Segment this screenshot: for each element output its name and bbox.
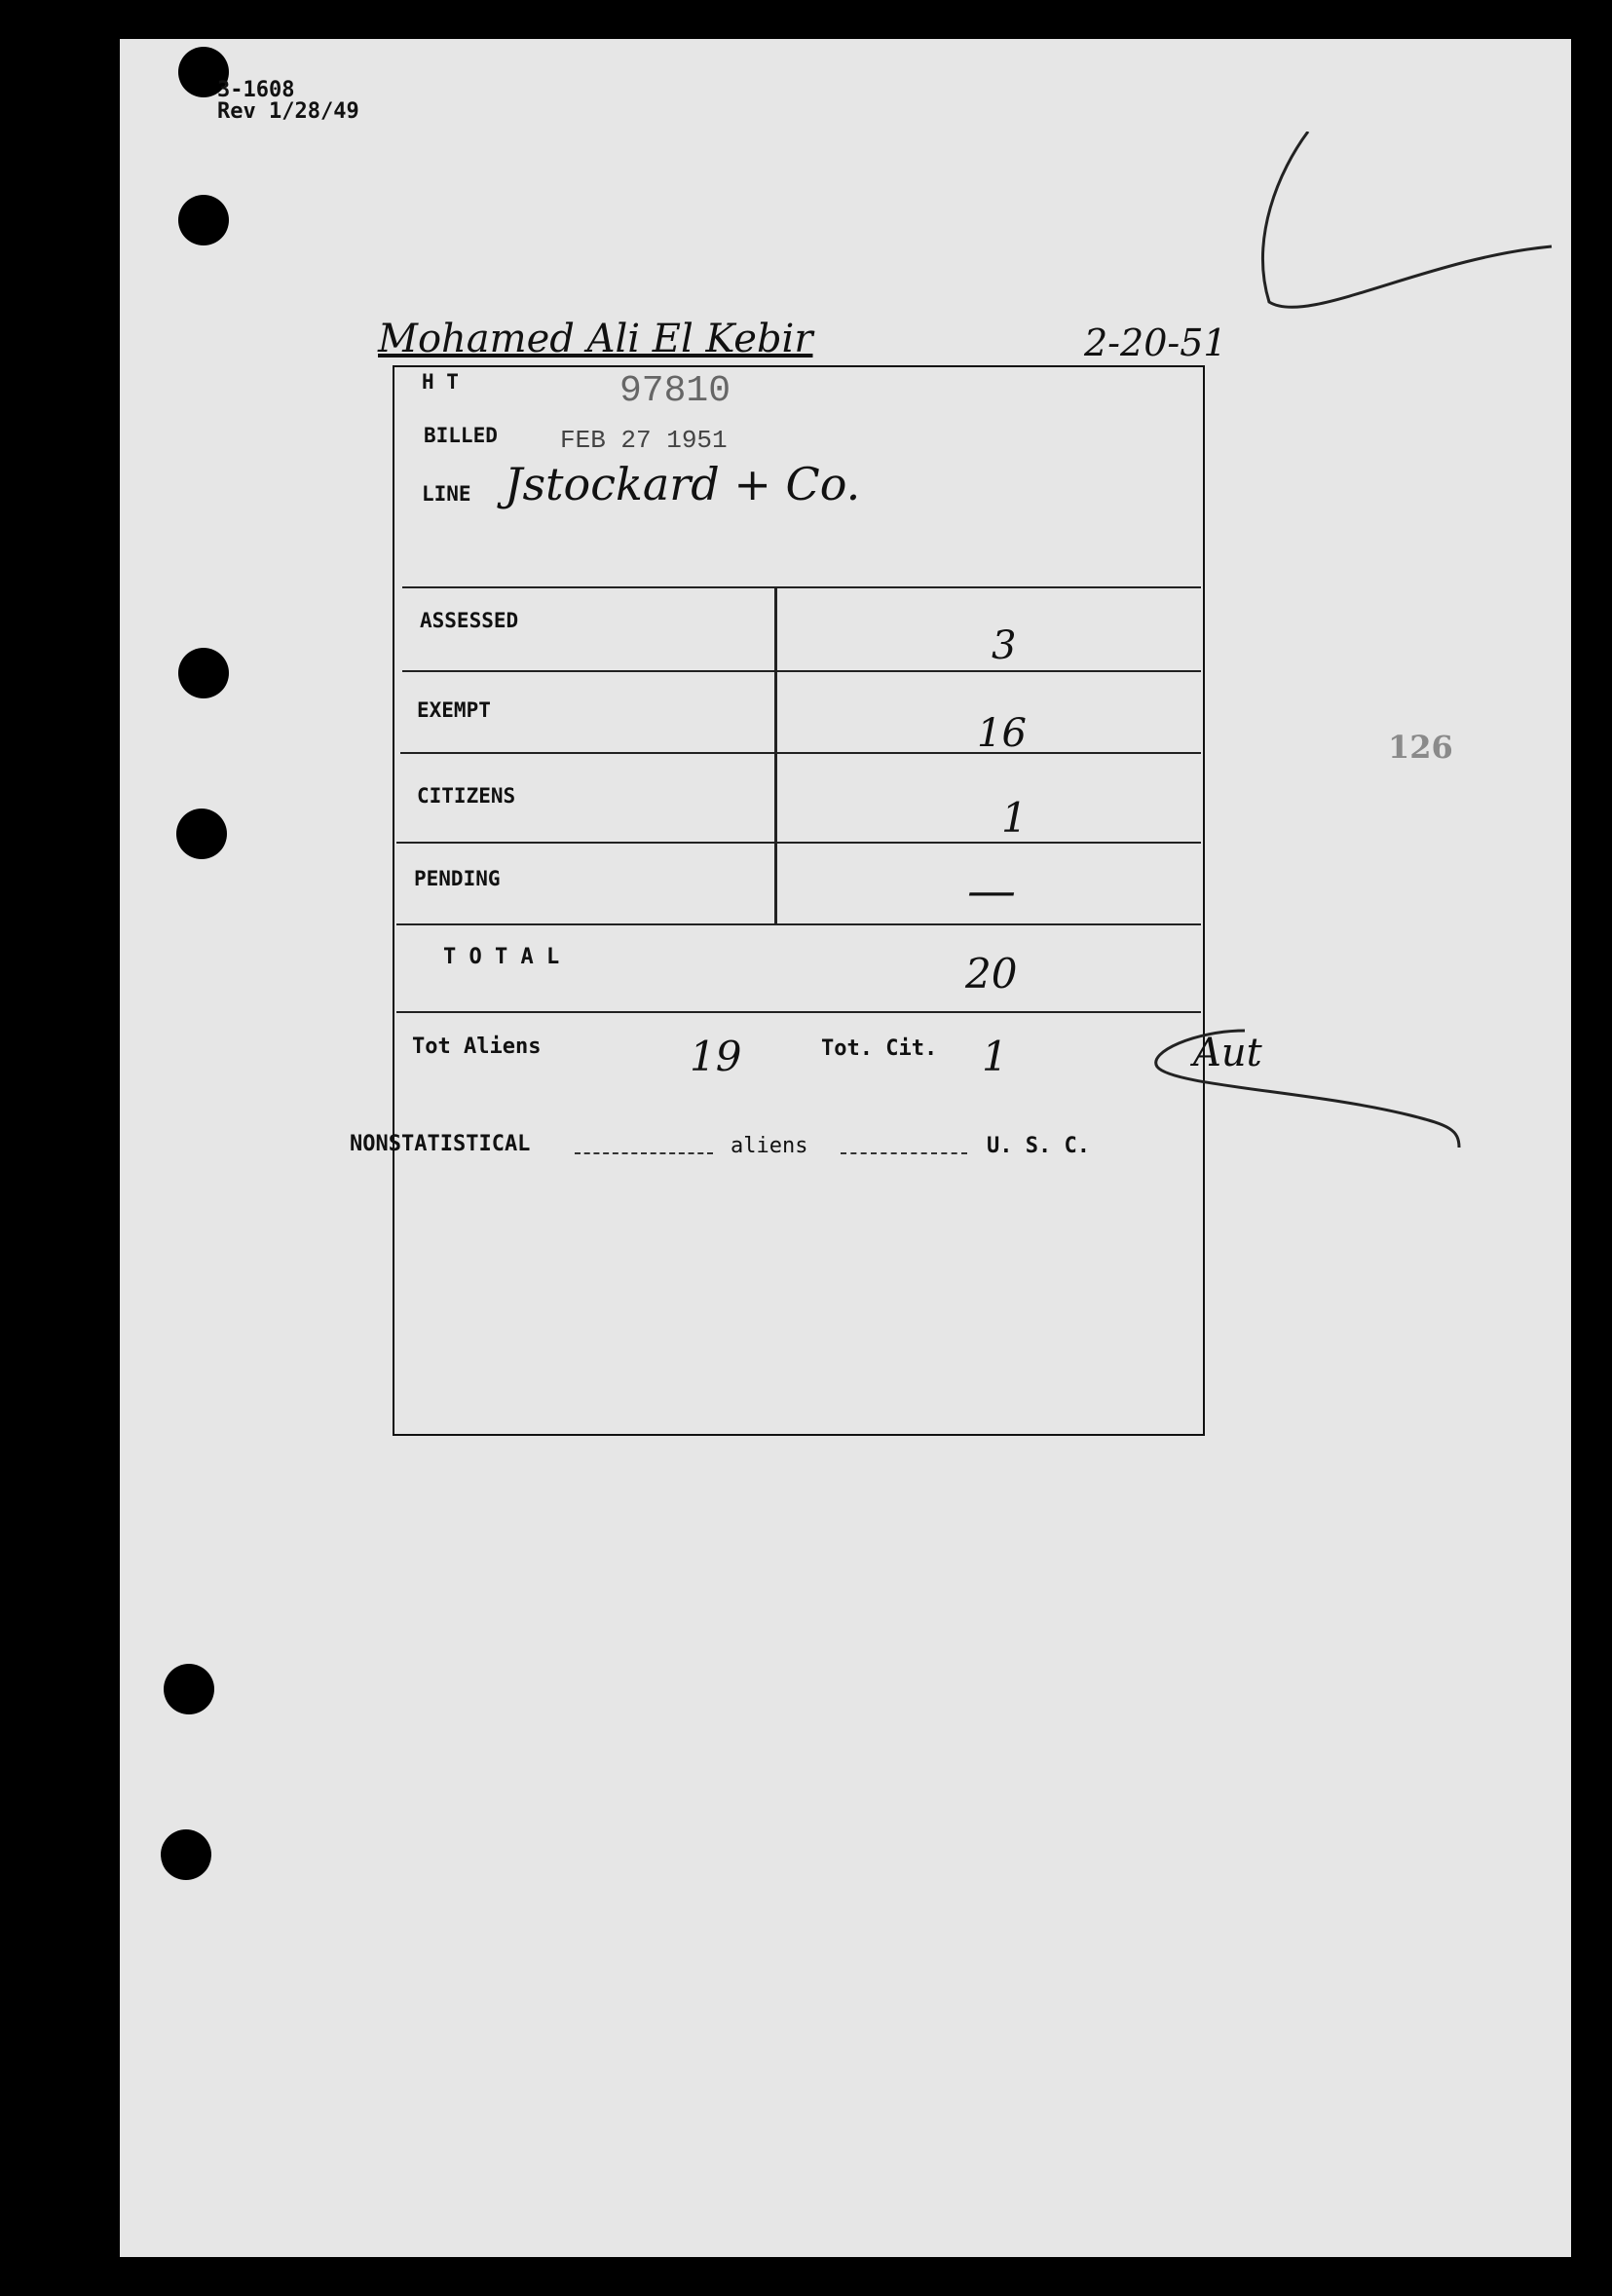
- ht-label: H T: [422, 370, 459, 394]
- pending-value: —: [967, 862, 1016, 919]
- tot-cit-value: 1: [982, 1033, 1008, 1080]
- header-date: 2-20-51: [1084, 321, 1227, 364]
- table-divider: [400, 752, 1201, 754]
- assessed-label: ASSESSED: [420, 609, 519, 632]
- total-label: T O T A L: [443, 945, 560, 969]
- initials: Aut: [1193, 1031, 1262, 1075]
- pending-label: PENDING: [414, 867, 501, 890]
- nonstatistical-label: NONSTATISTICAL: [350, 1132, 531, 1156]
- aliens-label: aliens: [731, 1134, 808, 1158]
- assessed-value: 3: [992, 623, 1017, 668]
- usc-label: U. S. C.: [987, 1134, 1090, 1158]
- table-divider: [396, 923, 1201, 925]
- citizens-label: CITIZENS: [417, 784, 516, 808]
- table-divider: [396, 1011, 1201, 1013]
- nonstatistical-blank: [575, 1152, 713, 1154]
- manifest-box: [393, 365, 1205, 1436]
- check-mark-icon: [1250, 132, 1561, 365]
- line-value: Jstockard + Co.: [505, 458, 861, 510]
- subject-name: Mohamed Ali El Kebir: [378, 317, 813, 361]
- punch-hole: [176, 809, 227, 859]
- table-divider: [402, 670, 1201, 672]
- table-column-divider: [774, 586, 777, 923]
- billed-label: BILLED: [424, 424, 498, 447]
- tot-aliens-label: Tot Aliens: [412, 1035, 542, 1059]
- tot-aliens-value: 19: [690, 1033, 742, 1080]
- punch-hole: [178, 195, 229, 245]
- punch-hole: [164, 1664, 214, 1714]
- aliens-blank: [841, 1152, 967, 1154]
- form-number: 3-1608: [217, 78, 295, 102]
- form-revision: Rev 1/28/49: [217, 99, 359, 124]
- punch-hole: [178, 648, 229, 698]
- table-divider: [402, 586, 1201, 588]
- ht-number-stamp: 97810: [619, 370, 731, 412]
- table-divider: [396, 842, 1201, 844]
- billed-date-stamp: FEB 27 1951: [560, 426, 728, 455]
- page-number-stamp: 126: [1388, 729, 1453, 766]
- citizens-value: 1: [1001, 794, 1028, 842]
- punch-hole: [161, 1829, 211, 1880]
- total-value: 20: [965, 950, 1018, 997]
- exempt-label: EXEMPT: [417, 698, 491, 722]
- exempt-value: 16: [977, 711, 1027, 756]
- line-label: LINE: [422, 482, 471, 506]
- document-page: [120, 39, 1571, 2257]
- tot-cit-label: Tot. Cit.: [821, 1036, 938, 1061]
